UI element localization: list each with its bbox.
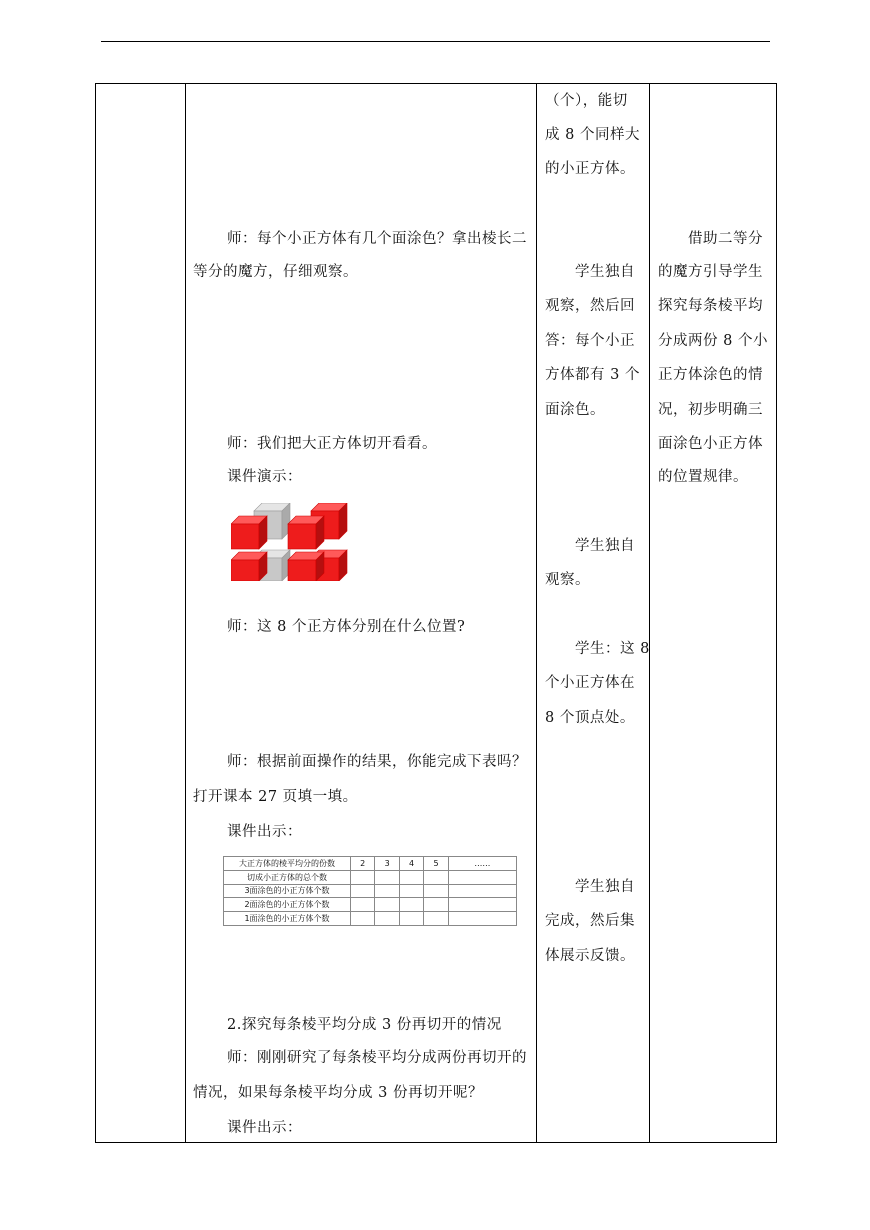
fill-in-table-cell: 2 <box>351 857 375 871</box>
fill-in-table-cell <box>448 898 516 912</box>
fill-in-table-cell <box>351 912 375 926</box>
table-col-divider-3 <box>649 83 650 1143</box>
lesson-table <box>95 83 777 1143</box>
table-border-right <box>776 83 777 1143</box>
fill-in-table-cell <box>448 870 516 884</box>
cube-group-bottom-right <box>288 550 347 581</box>
fill-in-table <box>223 856 517 926</box>
fill-in-table-cell <box>399 898 423 912</box>
fill-in-table-cell <box>399 884 423 898</box>
student-text-2-line-1: 学生独自 <box>575 264 635 280</box>
fill-in-table-row-label: 3面涂色的小正方体个数 <box>224 884 351 898</box>
teacher-question-position: 师：这 8 个正方体分别在什么位置? <box>227 619 466 635</box>
teacher-instruction-cut: 师：我们把大正方体切开看看。 <box>227 436 437 452</box>
table-border-left <box>95 83 96 1143</box>
fill-in-table-row-label: 切成小正方体的总个数 <box>224 870 351 884</box>
student-text-4-line-2: 个小正方体在 <box>545 675 635 691</box>
fill-in-table-cell <box>424 884 448 898</box>
student-text-2-line-5: 面涂色。 <box>545 402 605 418</box>
fill-in-table-cell <box>424 870 448 884</box>
cube-group-top-left <box>231 503 290 549</box>
fill-in-table-cell <box>399 912 423 926</box>
intent-line-7: 面涂色小正方体 <box>658 436 763 452</box>
fill-in-table-row <box>224 857 517 871</box>
fill-in-table-cell <box>424 912 448 926</box>
fill-in-table-cell <box>375 884 399 898</box>
student-text-4-line-1: 学生：这 8 <box>575 641 650 657</box>
intent-line-8: 的位置规律。 <box>658 469 748 485</box>
fill-in-table-row-label: 2面涂色的小正方体个数 <box>224 898 351 912</box>
teacher-question-table-cont: 打开课本 27 页填一填。 <box>193 789 358 805</box>
table-border-top <box>95 83 777 84</box>
intent-line-4: 分成两份 8 个小 <box>658 333 768 349</box>
fill-in-table-row-label: 1面涂色的小正方体个数 <box>224 912 351 926</box>
fill-in-table-row <box>224 870 517 884</box>
student-text-3-line-1: 学生独自 <box>575 538 635 554</box>
teacher-question-table: 师：根据前面操作的结果，你能完成下表吗？ <box>227 754 527 770</box>
student-text-4-line-3: 8 个顶点处。 <box>545 710 635 726</box>
header-rule <box>101 41 770 42</box>
courseware-demo-label: 课件演示： <box>227 469 302 485</box>
section-heading-3-parts: 2.探究每条棱平均分成 3 份再切开的情况 <box>227 1017 502 1033</box>
table-col-divider-1 <box>185 83 186 1143</box>
student-text-5-line-3: 体展示反馈。 <box>545 948 635 964</box>
fill-in-table-cell <box>448 884 516 898</box>
fill-in-table-cell: …… <box>448 857 516 871</box>
student-text-2-line-3: 答：每个小正 <box>545 333 635 349</box>
fill-in-table-cell <box>351 898 375 912</box>
fill-in-table-cell <box>351 870 375 884</box>
table-border-bottom <box>95 1142 777 1143</box>
teacher-question-3-parts-cont: 情况，如果每条棱平均分成 3 份再切开呢？ <box>193 1085 483 1101</box>
courseware-show-label: 课件出示： <box>227 824 302 840</box>
student-text-5-line-1: 学生独自 <box>575 879 635 895</box>
intent-line-1: 借助二等分 <box>688 231 763 247</box>
student-text-2-line-4: 方体都有 3 个 <box>545 367 640 383</box>
fill-in-table-cell <box>448 912 516 926</box>
cube-group-top-right <box>288 503 347 549</box>
fill-in-table-cell: 4 <box>399 857 423 871</box>
fill-in-table-cell <box>399 870 423 884</box>
cut-cubes-illustration <box>231 503 351 581</box>
courseware-show-label-2: 课件出示： <box>227 1120 302 1136</box>
fill-in-table-row <box>224 884 517 898</box>
fill-in-table-cell <box>424 898 448 912</box>
fill-in-table-row-label: 大正方体的棱平均分的份数 <box>224 857 351 871</box>
fill-in-table-cell <box>375 912 399 926</box>
table-col-divider-2 <box>536 83 537 1143</box>
cube-group-bottom-left <box>231 550 290 581</box>
teacher-question-1: 师：每个小正方体有几个面涂色？拿出棱长二 <box>227 231 527 247</box>
student-text-2-line-2: 观察，然后回 <box>545 298 635 314</box>
intent-line-3: 探究每条棱平均 <box>658 298 763 314</box>
fill-in-table-row <box>224 912 517 926</box>
fill-in-table-cell <box>351 884 375 898</box>
student-text-1-line-3: 的小正方体。 <box>545 161 635 177</box>
teacher-question-3-parts: 师：刚刚研究了每条棱平均分成两份再切开的 <box>227 1050 527 1066</box>
intent-line-6: 况，初步明确三 <box>658 402 763 418</box>
intent-line-2: 的魔方引导学生 <box>658 264 763 280</box>
fill-in-table-cell <box>375 870 399 884</box>
teacher-question-1-cont: 等分的魔方，仔细观察。 <box>193 264 358 280</box>
student-text-3-line-2: 观察。 <box>545 572 590 588</box>
student-text-5-line-2: 完成，然后集 <box>545 913 635 929</box>
student-text-1-line-1: （个），能切 <box>545 93 628 109</box>
student-text-1-line-2: 成 8 个同样大 <box>545 127 640 143</box>
fill-in-table-cell: 3 <box>375 857 399 871</box>
intent-line-5: 正方体涂色的情 <box>658 367 763 383</box>
fill-in-table-cell <box>375 898 399 912</box>
fill-in-table-row <box>224 898 517 912</box>
fill-in-table-cell: 5 <box>424 857 448 871</box>
